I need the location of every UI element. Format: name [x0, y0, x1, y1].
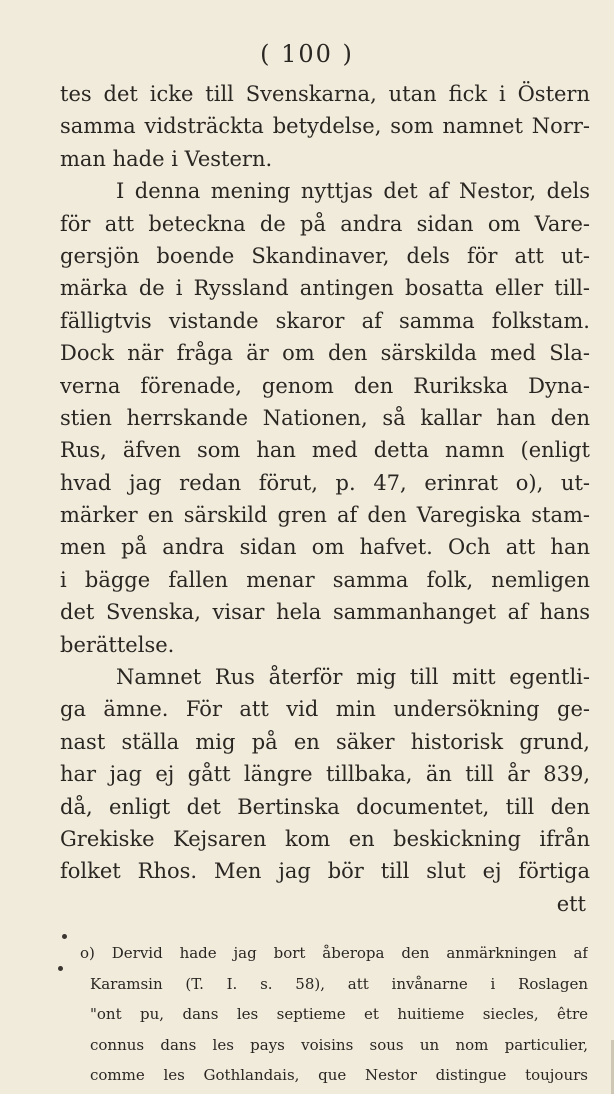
text-line: märka de i Ryssland antingen bosatta eller till-: [60, 276, 590, 301]
footnote-line: o) Dervid hade jag bort åberopa den anmärkningen af: [80, 944, 588, 962]
text-line: märker en särskild gren af den Varegiska stam-: [60, 503, 590, 528]
footnote: [80, 938, 588, 1091]
text-line: Dock när fråga är om den särskilda med Sla-: [60, 341, 590, 366]
text-line: fälligtvis vistande skaror af samma folkstam.: [60, 308, 590, 333]
print-speck: [58, 966, 63, 971]
text-line: verna förenade, genom den Rurikska Dyna-: [60, 373, 590, 398]
print-speck: [62, 934, 67, 939]
page-number-header: ( 100 ): [260, 40, 354, 68]
text-line: Grekiske Kejsaren kom en beskickning ifrån: [60, 826, 590, 851]
footnote-line: comme les Gothlandais, que Nestor distingue toujours: [90, 1066, 588, 1085]
text-line: för att beteckna de på andra sidan om Vare-: [60, 211, 590, 236]
footnote-line: Karamsin (T. I. s. 58), att invånarne i Roslagen: [90, 974, 588, 993]
text-line: gersjön boende Skandinaver, dels för att ut-: [60, 243, 590, 268]
text-line: man hade i Vestern.: [60, 146, 273, 171]
catchword: ett: [556, 891, 586, 916]
text-line: I denna mening nyttjas det af Nestor, dels: [116, 179, 590, 204]
text-line: ga ämne. För att vid min undersökning ge-: [60, 697, 590, 722]
text-line: nast ställa mig på en säker historisk grund,: [60, 729, 590, 754]
text-line: i bägge fallen menar samma folk, nemligen: [60, 567, 590, 592]
text-line: har jag ej gått längre tillbaka, än till år 839,: [60, 762, 590, 787]
main-text: [60, 78, 590, 920]
text-line: men på andra sidan om hafvet. Och att han: [60, 535, 590, 560]
text-line: folket Rhos. Men jag bör till slut ej förtiga: [60, 859, 590, 884]
footnote-line: connus dans les pays voisins sous un nom particulier,: [90, 1035, 588, 1054]
text-line: Rus, äfven som han med detta namn (enligt: [60, 438, 590, 463]
text-line: hvad jag redan förut, p. 47, erinrat o), ut-: [60, 470, 590, 495]
text-line: Namnet Rus återför mig till mitt egentli-: [116, 665, 590, 690]
text-line: stien herrskande Nationen, så kallar han den: [60, 405, 590, 430]
text-line: samma vidsträckta betydelse, som namnet Norr-: [60, 114, 590, 139]
text-line: då, enligt det Bertinska documentet, till den: [60, 794, 590, 819]
footnote-line: "ont pu, dans les septieme et huitieme siecles, être: [90, 1005, 588, 1024]
text-line: det Svenska, visar hela sammanhanget af hans: [60, 600, 590, 625]
text-line: tes det icke till Svenskarna, utan fick i Östern: [60, 82, 590, 106]
text-line: berättelse.: [60, 632, 175, 657]
